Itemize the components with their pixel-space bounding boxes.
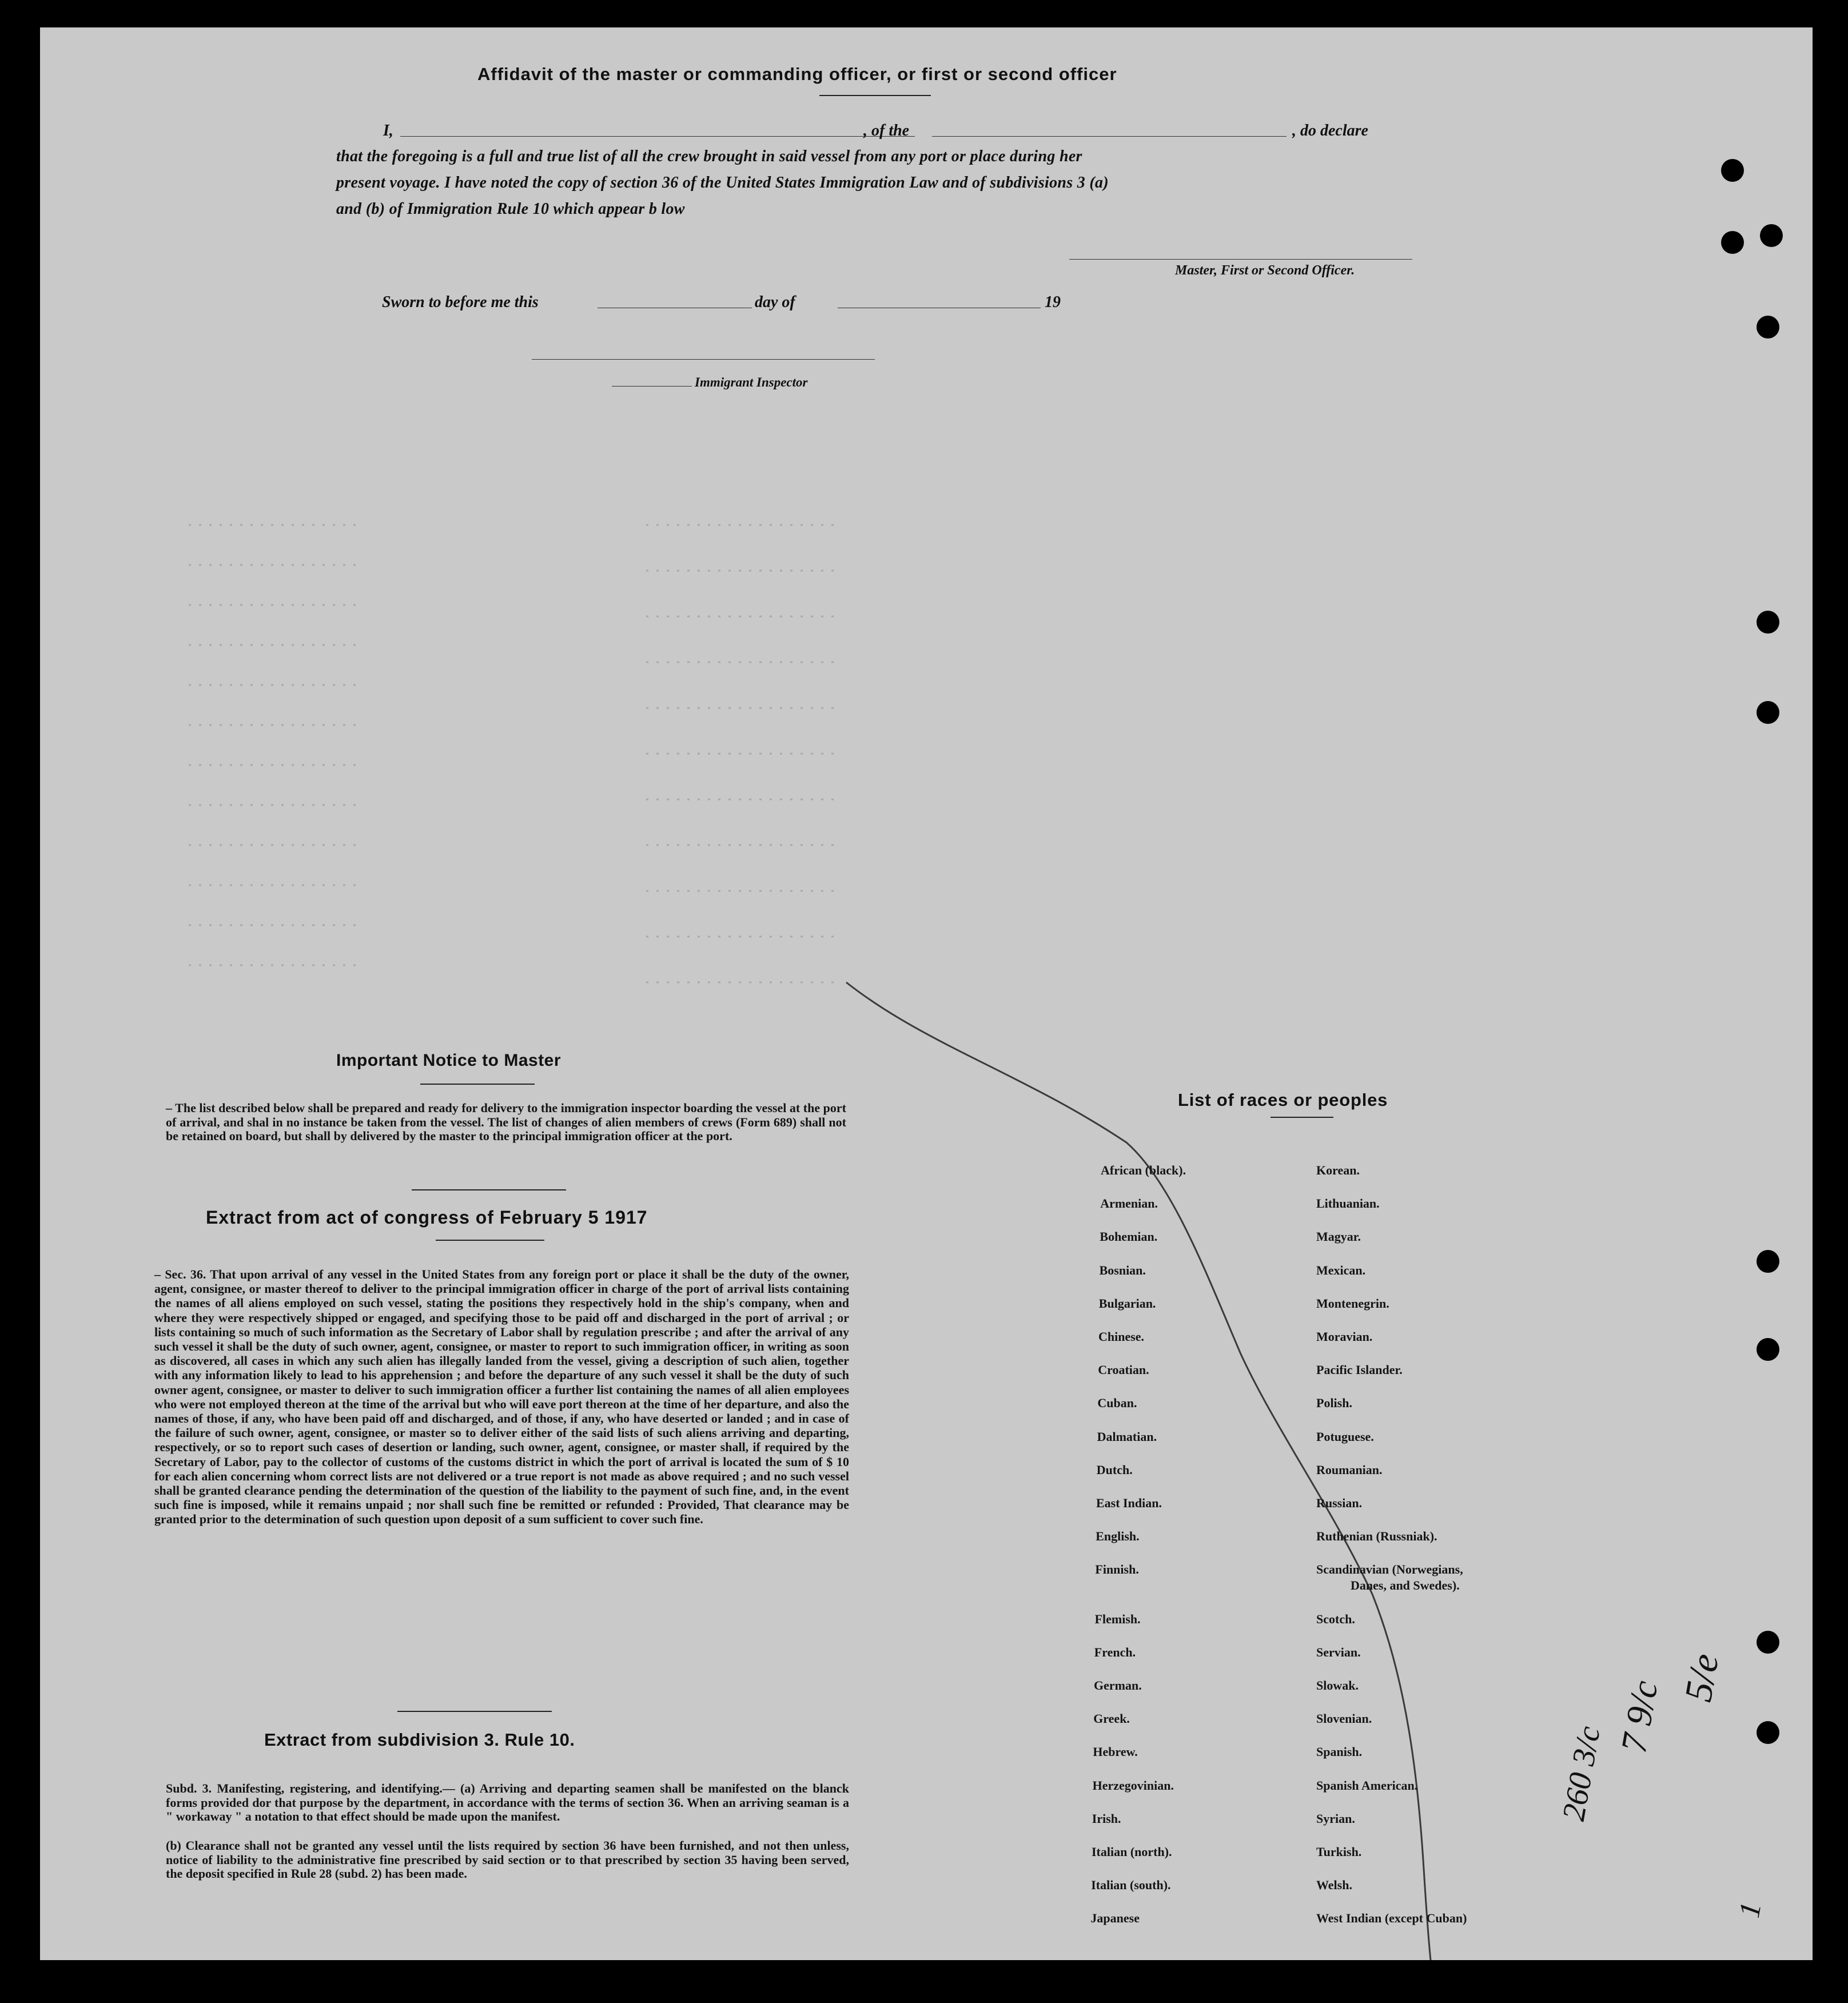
act-underline xyxy=(436,1240,544,1241)
race-item: Lithuanian. xyxy=(1316,1196,1380,1211)
document-sheet xyxy=(40,27,1813,1960)
race-item: Welsh. xyxy=(1316,1878,1352,1893)
punch-hole xyxy=(1757,1250,1779,1273)
act-body: – Sec. 36. That upon arrival of any vessel in the United States from any foreign port or place it shall be the duty of the owner, agent, consignee, or master thereof to deliver to the principal immigration officer in charge of the port of arrival lists containing the names of all aliens employed on such vessel, stating the positions they respectively hold in the ship's company, when and where they were respectively shipped or engaged, and specifying those to be paid off and discharged in the port of arrival ; or lists containing so much of such information as the Secretary of Labor shall by regulation prescribe ; and after the arrival of any such vessel it shall be the duty of such owner, agent, consignee, or master to report to such immigration officer, in writing as soon as discovered, all cases in which any such alien has illegally landed from the vessel, giving a description of such alien, together with any information likely to lead to his apprehension ; and before the departure of any such vessel it shall be the duty of such owner agent, consignee, or master to deliver to such immigration officer a further list containing the names of all alien employees who were not employed thereon at the time of the arrival but who will eave port thereon at the time of her departure, and also the names of those, if any, who have been paid off and discharged, and of those, if any, who have deserted or landed ; and in case of the failure of such owner, agent, consignee, or master so to deliver either of the said lists of such aliens arriving and departing, respectively, or so to report such cases of desertion or landing, such owner, agent, consignee, or master shall, if required by the Secretary of Labor, pay to the collector of customs of the customs district in which the port of arrival is located the sum of $ 10 for each alien concerning whom correct lists are not delivered or a true report is not made as above required ; and no such vessel shall be granted clearance pending the determination of the question of the liability to the payment of such fine, and, in the event such fine is imposed, while it remains unpaid ; nor shall such fine be remitted or refunded : Provided, That clearance may be granted prior to the determination of such question upon deposit of a sum sufficient to cover such fine. xyxy=(154,1267,849,1527)
handwritten-note-3: 260 3/c xyxy=(1555,1723,1607,1823)
race-item: Mexican. xyxy=(1316,1263,1366,1277)
signature-caption: Master, First or Second Officer. xyxy=(1175,263,1355,278)
race-item: Spanish American. xyxy=(1316,1778,1418,1793)
race-item: Magyar. xyxy=(1316,1229,1361,1244)
race-item: African (black). xyxy=(1101,1163,1186,1177)
race-item: West Indian (except Cuban) xyxy=(1316,1911,1467,1926)
race-item: Herzegovinian. xyxy=(1092,1778,1174,1793)
handwritten-note-1: 5/e xyxy=(1675,1650,1727,1705)
rule-title: Extract from subdivision 3. Rule 10. xyxy=(264,1730,575,1750)
handwritten-note-2: 7 9/c xyxy=(1612,1677,1666,1756)
race-item: Italian (south). xyxy=(1091,1878,1171,1893)
race-item: Bosnian. xyxy=(1099,1263,1146,1277)
affidavit-title: Affidavit of the master or commanding officer, or first or second officer xyxy=(477,64,1117,84)
name-blank xyxy=(400,136,915,137)
race-item: Dutch. xyxy=(1096,1462,1133,1477)
race-item: Moravian. xyxy=(1316,1329,1373,1344)
race-item: Ruthenian (Russniak). xyxy=(1316,1529,1437,1544)
race-item: Potuguese. xyxy=(1316,1429,1374,1444)
notice-body: – The list described below shall be prepared and ready for delivery to the immigration inspector boarding the vessel at the port of arrival, and shal in no instance be taken from the vessel. The list of changes of alien members of crews (Form 689) shall not be retained on board, but shall by delivered by the master to the principal immigration officer at the port. xyxy=(166,1101,846,1143)
race-item: Turkish. xyxy=(1316,1845,1362,1859)
race-item: Finnish. xyxy=(1095,1562,1139,1577)
races-title: List of races or peoples xyxy=(1178,1090,1388,1110)
race-item: Hebrew. xyxy=(1093,1745,1138,1759)
race-item: Korean. xyxy=(1316,1163,1360,1177)
race-item: Scotch. xyxy=(1316,1611,1355,1626)
punch-hole xyxy=(1721,159,1744,182)
race-item: Scandinavian (Norwegians, xyxy=(1316,1562,1463,1577)
race-item: Japanese xyxy=(1090,1911,1140,1926)
act-divider xyxy=(397,1711,552,1712)
sworn-day-of: day of xyxy=(755,293,795,311)
bleed-through-marks xyxy=(40,228,1813,1085)
race-item: Irish. xyxy=(1092,1811,1121,1826)
race-item: Montenegrin. xyxy=(1316,1296,1389,1311)
race-item: Bulgarian. xyxy=(1098,1296,1156,1311)
notice-title: Important Notice to Master xyxy=(336,1051,561,1070)
notice-underline xyxy=(420,1084,535,1085)
race-item: Bohemian. xyxy=(1100,1229,1158,1244)
race-item: Armenian. xyxy=(1100,1196,1158,1211)
affidavit-declare: , do declare xyxy=(1292,122,1368,140)
punch-hole xyxy=(1757,1338,1779,1361)
affidavit-of-the: , of the xyxy=(863,122,910,140)
punch-hole xyxy=(1760,224,1783,247)
punch-hole xyxy=(1757,611,1779,634)
race-item: English. xyxy=(1096,1529,1140,1544)
race-item: Flemish. xyxy=(1094,1611,1141,1626)
act-title: Extract from act of congress of February 5 1917 xyxy=(206,1207,648,1228)
title-underline xyxy=(819,95,931,96)
race-item: Greek. xyxy=(1093,1711,1130,1726)
rule-body-b: (b) Clearance shall not be granted any vessel until the lists required by section 36 have been furnished, and not then unless, notice of liability to the administrative fine prescribed by said section or to that prescribed by section 35 having been served, the deposit specified in Rule 28 (subd. 2) has been made. xyxy=(166,1838,849,1881)
race-item: Chinese. xyxy=(1098,1329,1145,1344)
race-item: Croatian. xyxy=(1098,1363,1149,1377)
race-item: Russian. xyxy=(1316,1496,1363,1510)
race-item: Spanish. xyxy=(1316,1745,1363,1759)
sworn-year: 19 xyxy=(1045,293,1061,311)
race-item: French. xyxy=(1094,1644,1136,1659)
punch-hole xyxy=(1757,316,1779,339)
rule-body-a: Subd. 3. Manifesting, registering, and identifying.— (a) Arriving and departing seamen shall be manifested on the blanck forms provided dor that purpose by the department, in accordance with the terms of section 36. When an arriving seaman is a " workaway " a notation to that effect should be made upon the manifest. xyxy=(166,1781,849,1823)
affidavit-line-2: that the foregoing is a full and true list of all the crew brought in said vessel from any port or place during her xyxy=(336,148,1082,165)
affidavit-line-3: present voyage. I have noted the copy of section 36 of the United States Immigration Law and of subdivisions 3 (a) xyxy=(336,174,1109,192)
punch-hole xyxy=(1757,1721,1779,1744)
notice-divider xyxy=(412,1189,566,1190)
race-item: Syrian. xyxy=(1316,1811,1355,1826)
race-item: Italian (north). xyxy=(1092,1845,1172,1859)
affidavit-line-4: and (b) of Immigration Rule 10 which appear b low xyxy=(336,200,685,218)
punch-hole xyxy=(1757,701,1779,724)
race-item: Polish. xyxy=(1316,1396,1352,1411)
paper-crack xyxy=(841,977,1584,1960)
race-item: German. xyxy=(1094,1678,1142,1693)
race-item: Slowak. xyxy=(1316,1678,1359,1693)
punch-hole xyxy=(1757,1631,1779,1654)
race-item: East Indian. xyxy=(1096,1496,1162,1510)
affidavit-i: I, xyxy=(383,122,393,140)
race-item: Servian. xyxy=(1316,1644,1361,1659)
race-item: Cuban. xyxy=(1097,1396,1137,1411)
race-item: Roumanian. xyxy=(1316,1462,1383,1477)
handwritten-page-mark: 1 xyxy=(1732,1900,1768,1921)
race-item: Danes, and Swedes). xyxy=(1351,1578,1460,1593)
race-item: Pacific Islander. xyxy=(1316,1363,1403,1377)
race-item: Slovenian. xyxy=(1316,1711,1372,1726)
race-item: Dalmatian. xyxy=(1097,1429,1157,1444)
vessel-blank xyxy=(932,136,1287,137)
punch-hole xyxy=(1721,231,1744,254)
inspector-caption: Immigrant Inspector xyxy=(695,375,808,389)
sworn-text: Sworn to before me this xyxy=(382,293,539,311)
